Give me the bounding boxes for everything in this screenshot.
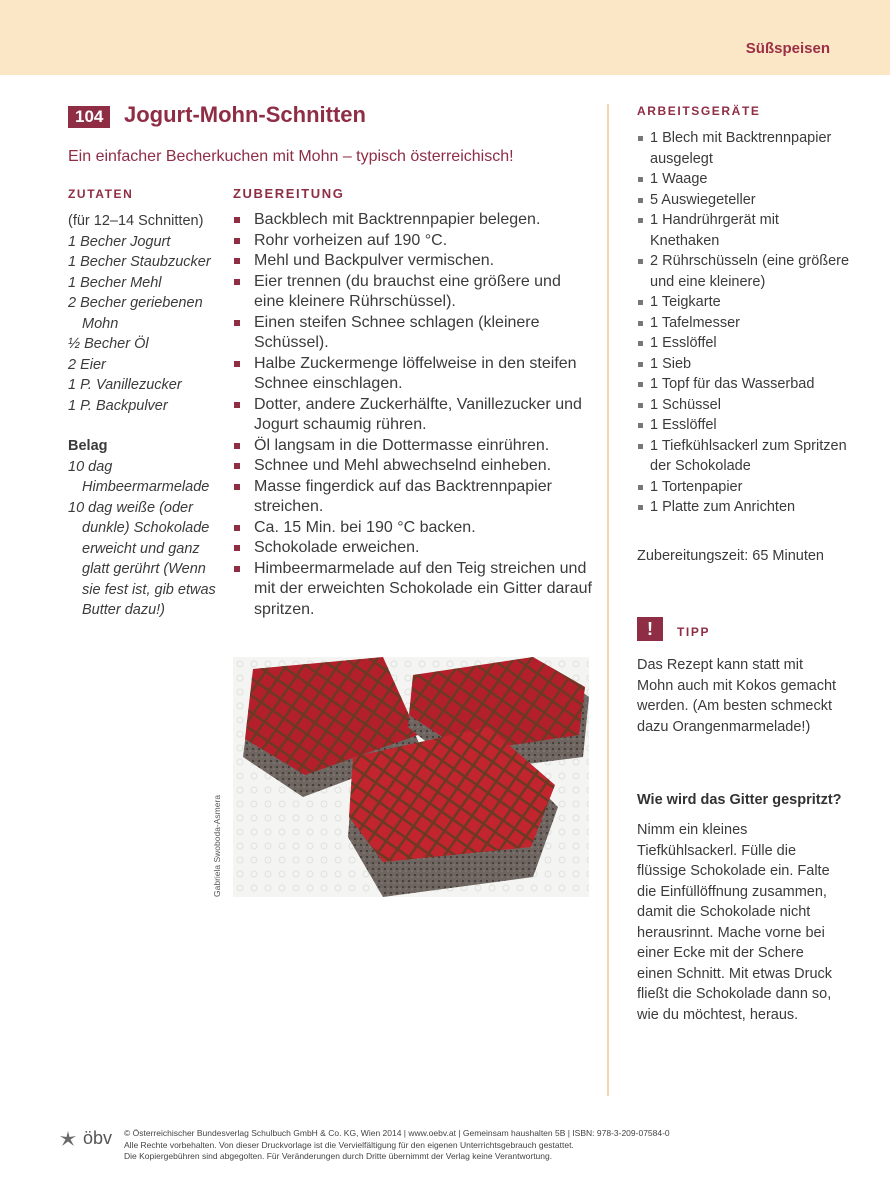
serving-info: (für 12–14 Schnitten) xyxy=(68,213,204,229)
step-item: Ca. 15 Min. bei 190 °C backen. xyxy=(232,518,594,539)
arbeitsgeraete-list xyxy=(637,128,852,518)
equipment-item: 1 Schüssel xyxy=(637,395,852,416)
preparation-time: Zubereitungszeit: 65 Minuten xyxy=(637,548,824,564)
equipment-item: 1 Teigkarte xyxy=(637,292,852,313)
recipe-number-badge: 104 xyxy=(68,106,110,128)
legal-notice xyxy=(124,1128,844,1163)
equipment-item: 1 Sieb xyxy=(637,354,852,375)
step-item: Schokolade erweichen. xyxy=(232,538,594,559)
publisher-logo xyxy=(58,1128,112,1149)
step-item: Eier trennen (du brauchst eine größere und eine kleinere Rührschüssel). xyxy=(232,272,594,313)
column-divider xyxy=(607,104,609,1096)
equipment-item: 1 Blech mit Backtrennpapier ausgelegt xyxy=(637,128,852,169)
tipp-text: Das Rezept kann statt mit Mohn auch mit Kokos gemacht werden. (Am besten schmeckt dazu Orangenmarmelade!) xyxy=(637,657,837,735)
step-item: Einen steifen Schnee schlagen (kleinere Schüssel). xyxy=(232,313,594,354)
step-item: Masse fingerdick auf das Backtrennpapier streichen. xyxy=(232,477,594,518)
step-item: Backblech mit Backtrennpapier belegen. xyxy=(232,210,594,231)
step-item: Halbe Zuckermenge löffelweise in den steifen Schnee einschlagen. xyxy=(232,354,594,395)
ingredient-item: 1 Becher Jogurt xyxy=(68,233,171,250)
ingredient-item: 1 Becher Staubzucker xyxy=(68,254,211,270)
gitter-answer: Nimm ein kleines Tiefkühlsackerl. Fülle die flüssige Schokolade ein. Falte die Einfüllöffnung zusammen, damit die Schokolade nicht herausrinnt. Mache vorne bei einer Ecke mit der Schere einen Schnitt. Mit etwas Druck fließt die Schokolade dann so, wie du möchtest, heraus. xyxy=(637,822,833,1023)
recipe-title: Jogurt-Mohn-Schnitten xyxy=(124,102,366,127)
publisher-star-icon xyxy=(58,1130,78,1148)
ingredient-item: 1 P. Vanillezucker xyxy=(68,377,182,393)
legal-line: Die Kopiergebühren sind abgegolten. Für Veränderungen durch Dritte übernimmt der Verlag keine Verantwortung. xyxy=(124,1151,553,1161)
ingredient-item: 2 Eier xyxy=(68,356,106,373)
equipment-item: 1 Topf für das Wasserbad xyxy=(637,374,852,395)
equipment-item: 1 Platte zum Anrichten xyxy=(637,497,852,518)
zutaten-heading: ZUTATEN xyxy=(68,187,134,201)
equipment-item: 1 Waage xyxy=(637,169,852,190)
belag-item: 10 dag weiße (oder dunkle) Schokolade erweicht und ganz glatt gerührt (Wenn sie fest ist, gib etwas Butter dazu!) xyxy=(68,499,216,618)
zubereitung-heading: ZUBEREITUNG xyxy=(233,186,345,201)
equipment-item: 1 Tafelmesser xyxy=(637,313,852,334)
equipment-item: 2 Rührschüsseln (eine größere und eine kleinere) xyxy=(637,251,852,292)
tipp-exclamation-icon: ! xyxy=(637,617,663,641)
step-item: Rohr vorheizen auf 190 °C. xyxy=(232,231,594,252)
gitter-question: Wie wird das Gitter gespritzt? xyxy=(637,792,842,808)
section-label: Süßspeisen xyxy=(745,40,830,57)
publisher-logo-text: öbv xyxy=(83,1128,113,1148)
cake-photo-illustration xyxy=(233,657,589,897)
step-item: Öl langsam in die Dottermasse einrühren. xyxy=(232,436,594,457)
equipment-item: 1 Tortenpapier xyxy=(637,477,852,498)
photo-credit: Gabriela Swoboda-Asmera xyxy=(212,794,222,897)
equipment-item: 1 Handrührgerät mit Knethaken xyxy=(637,210,852,251)
equipment-item: 1 Esslöffel xyxy=(637,415,852,436)
step-item: Dotter, andere Zuckerhälfte, Vanillezucker und Jogurt schaumig rühren. xyxy=(232,395,594,436)
legal-line: Alle Rechte vorbehalten. Von dieser Druckvorlage ist die Vervielfältigung für den eigenen Unterrichtsgebrauch gestattet. xyxy=(124,1139,574,1150)
equipment-item: 5 Auswiegeteller xyxy=(637,190,852,211)
equipment-item: 1 Esslöffel xyxy=(637,333,852,354)
cake-photo xyxy=(233,657,589,897)
ingredient-item: 1 Becher Mehl xyxy=(68,274,162,291)
top-band xyxy=(0,0,890,75)
belag-heading: Belag xyxy=(68,438,108,454)
ingredient-item: ½ Becher Öl xyxy=(68,336,149,352)
legal-line: © Österreichischer Bundesverlag Schulbuch GmbH & Co. KG, Wien 2014 | www.oebv.at | Gemeinsam haushalten 5B | ISBN: 978-3-209-07584-0 xyxy=(124,1128,670,1138)
ingredient-item: 2 Becher geriebenen Mohn xyxy=(68,295,203,332)
tipp-heading: TIPP xyxy=(677,625,711,639)
ingredient-item: 1 P. Backpulver xyxy=(68,397,168,414)
zutaten-list xyxy=(68,211,228,621)
step-item: Mehl und Backpulver vermischen. xyxy=(232,251,594,272)
belag-item: 10 dag Himbeermarmelade xyxy=(68,458,210,495)
step-item: Himbeermarmelade auf den Teig streichen und mit der erweichten Schokolade ein Gitter darauf spritzen. xyxy=(232,559,594,621)
step-item: Schnee und Mehl abwechselnd einheben. xyxy=(232,456,594,477)
zubereitung-steps xyxy=(232,210,594,620)
equipment-item: 1 Tiefkühlsackerl zum Spritzen der Schokolade xyxy=(637,436,852,477)
recipe-subtitle: Ein einfacher Becherkuchen mit Mohn – typisch österreichisch! xyxy=(68,148,514,165)
arbeitsgeraete-heading: ARBEITSGERÄTE xyxy=(637,104,761,118)
